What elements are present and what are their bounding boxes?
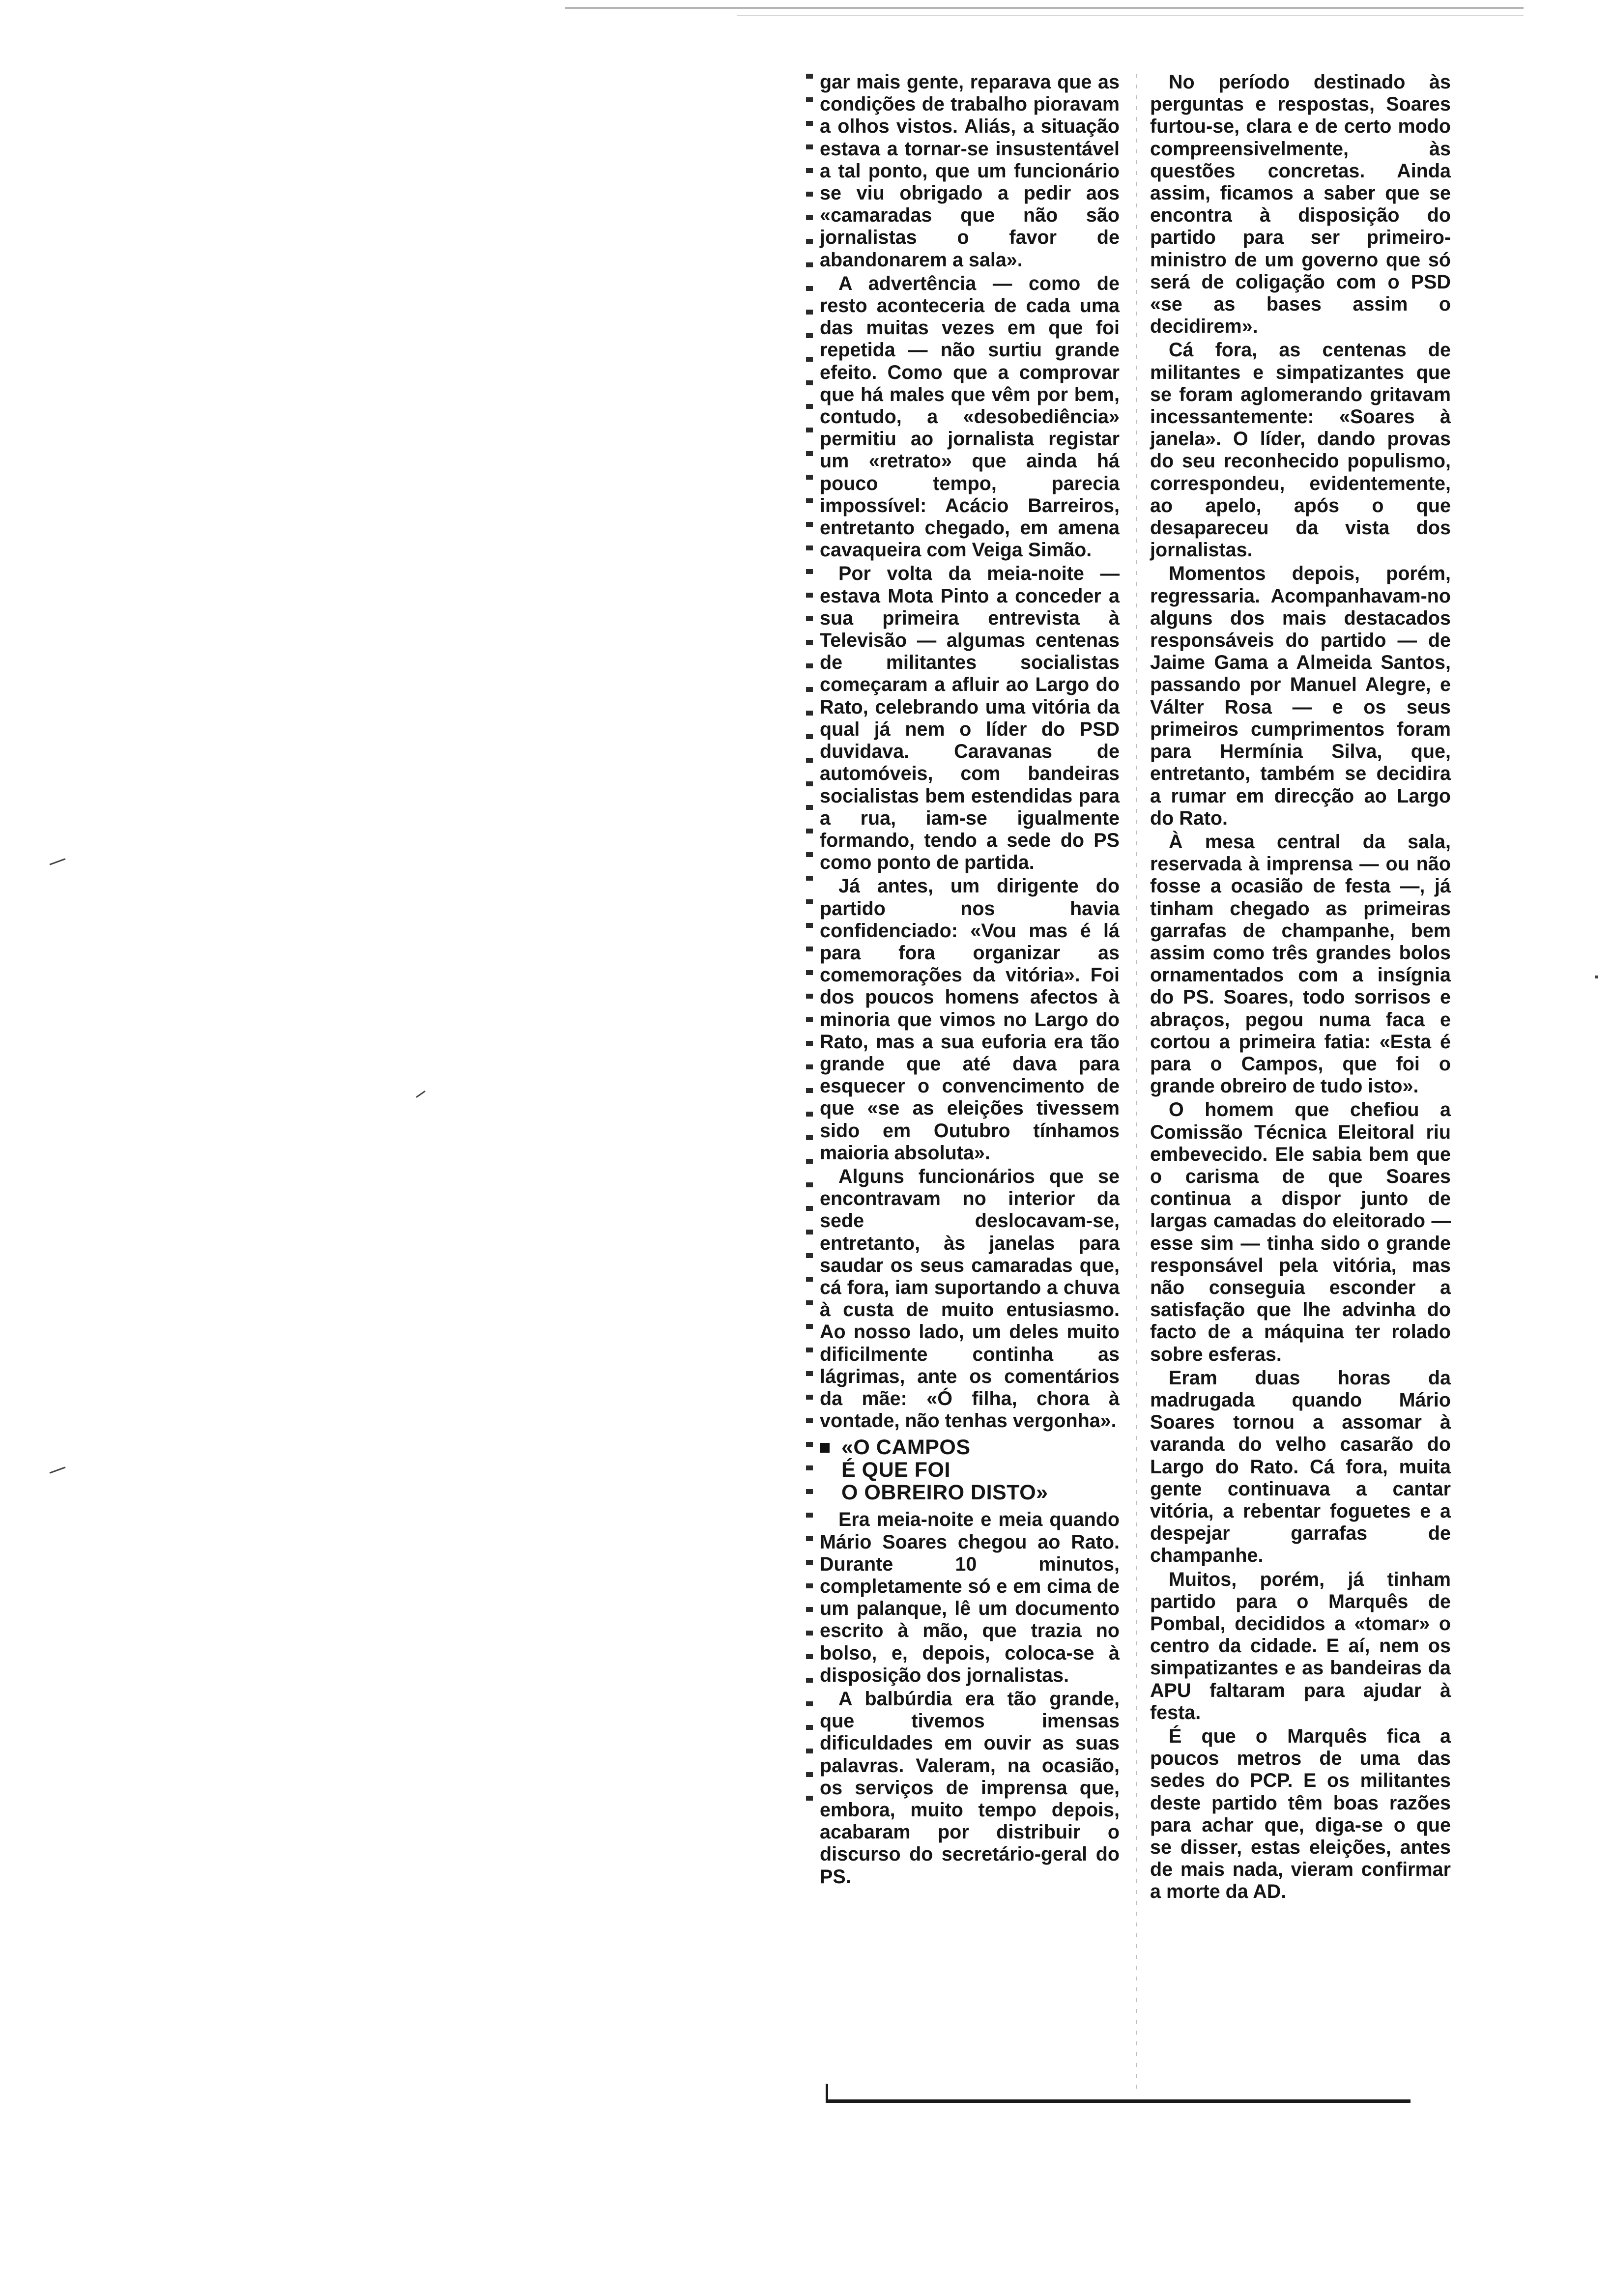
col1-paragraph-6: Era meia-noite e meia quando Mário Soares chegou ao Rato. Durante 10 minutos, completamente só e em cima de um palanque, lê um documento escrito à mão, que trazia no bolso, e, depois, coloca-se à disposição dos jornalistas. — [820, 1509, 1120, 1686]
col2-paragraph-8: É que o Marquês fica a poucos metros de uma das sedes do PCP. E os militantes deste partido têm boas razões para achar que, diga-se o que se disser, estas eleições, antes de mais nada, vieram confirmar a morte da AD. — [1150, 1725, 1451, 1903]
col2-paragraph-3: Momentos depois, porém, regressaria. Acompanhavam-no alguns dos mais destacados responsáveis do partido — de Jaime Gama a Almeida Santos, passando por Manuel Alegre, e Válter Rosa — e os seus primeiros cumprimentos foram para Hermínia Silva, que, entretanto, também se decidira a rumar em direcção ao Largo do Rato. — [1150, 563, 1451, 829]
article-column-1 — [820, 71, 1120, 1890]
scan-speck — [1595, 976, 1598, 978]
scan-speck — [50, 858, 66, 865]
col1-paragraph-2: A advertência — como de resto aconteceria de cada uma das muitas vezes em que foi repetida — não surtiu grande efeito. Como que a comprovar que há males que vêm por bem, contudo, a «desobediência» permitiu ao jornalista registar um «retrato» que ainda há pouco tempo, parecia impossível: Acácio Barreiros, entretanto chegado, em amena cavaqueira com Veiga Simão. — [820, 272, 1120, 561]
subhead-bullet-icon — [820, 1443, 830, 1453]
section-subhead — [820, 1436, 1120, 1504]
col1-paragraph-7: A balbúrdia era tão grande, que tivemos imensas dificuldades em ouvir as suas palavras. Valeram, na ocasião, os serviços de imprensa que, embora, muito tempo depois, acabaram por distribuir o discurso do secretário-geral do PS. — [820, 1688, 1120, 1888]
bottom-rule-tick — [826, 2084, 828, 2101]
col2-paragraph-5: O homem que chefiou a Comissão Técnica Eleitoral riu embevecido. Ele sabia bem que o carisma de que Soares continua a dispor junto de largas camadas do eleitorado — esse sim — tinha sido o grande responsável pela vitória, mas não conseguia esconder a satisfação que lhe advinha do facto de a máquina ter rolado sobre esferas. — [1150, 1099, 1451, 1365]
col2-paragraph-4: À mesa central da sala, reservada à imprensa — ou não fosse a ocasião de festa —, já tinham chegado as primeiras garrafas de champanhe, bem assim como três grandes bolos ornamentados com a insígnia do PS. Soares, todo sorrisos e abraços, pegou numa faca e cortou a primeira fatia: «Esta é para o Campos, que foi o grande obreiro de tudo isto». — [1150, 831, 1451, 1097]
subhead-line-2: É QUE FOI — [841, 1458, 950, 1482]
col1-paragraph-4: Já antes, um dirigente do partido nos havia confidenciado: «Vou mas é lá para fora organizar as comemorações da vitória». Foi dos poucos homens afectos à minoria que vimos no Largo do Rato, mas a sua euforia era tão grande que até dava para esquecer o convencimento de que «se as eleições tivessem sido em Outubro tínhamos maioria absoluta». — [820, 875, 1120, 1164]
col2-paragraph-1: No período destinado às perguntas e respostas, Soares furtou-se, clara e de certo modo compreensivelmente, às questões concretas. Ainda assim, ficamos a saber que se encontra à disposição do partido para ser primeiro-ministro de um governo que só será de coligação com o PSD «se as bases assim o decidirem». — [1150, 71, 1451, 338]
scan-speck — [416, 1091, 426, 1098]
article-column-2 — [1150, 71, 1451, 1905]
subhead-line-1: «O CAMPOS — [841, 1435, 971, 1460]
col2-paragraph-7: Muitos, porém, já tinham partido para o Marquês de Pombal, decididos a «tomar» o centro da cidade. E aí, nem os simpatizantes e as bandeiras da APU faltaram para ajudar à festa. — [1150, 1568, 1451, 1723]
col1-paragraph-5: Alguns funcionários que se encontravam no interior da sede deslocavam-se, entretanto, às janelas para saudar os seus camaradas que, cá fora, iam suportando a chuva à custa de muito entusiasmo. Ao nosso lado, um deles muito dificilmente continha as lágrimas, ante os comentários da mãe: «Ó filha, chora à vontade, não tenhas vergonha». — [820, 1165, 1120, 1432]
col1-paragraph-3: Por volta da meia-noite — estava Mota Pinto a conceder a sua primeira entrevista à Televisão — algumas centenas de militantes socialistas começaram a afluir ao Largo do Rato, celebrando uma vitória da qual já nem o líder do PSD duvidava. Caravanas de automóveis, com bandeiras socialistas bem estendidas para a rua, iam-se igualmente formando, tendo a sede do PS como ponto de partida. — [820, 563, 1120, 874]
bottom-rule — [826, 2099, 1410, 2103]
top-rule-faint — [737, 15, 1524, 16]
scan-speck — [50, 1466, 66, 1473]
col1-paragraph-1: gar mais gente, reparava que as condições de trabalho pioravam a olhos vistos. Aliás, a situação estava a tornar-se insustentável a tal ponto, que um funcionário se viu obrigado a pedir aos «camaradas que não são jornalistas o favor de abandonarem a sala». — [820, 71, 1120, 271]
col2-paragraph-6: Eram duas horas da madrugada quando Mário Soares tornou a assomar à varanda do velho casarão do Largo do Rato. Cá fora, muita gente continuava a cantar vitória, a rebentar foguetes e a despejar garrafas de champanhe. — [1150, 1367, 1451, 1567]
column-divider — [1136, 74, 1137, 2089]
column-edge-marks — [806, 74, 813, 1818]
col2-paragraph-2: Cá fora, as centenas de militantes e simpatizantes que se foram aglomerando gritavam incessantemente: «Soares à janela». O líder, dando provas do seu reconhecido populismo, correspondeu, evidentemente, ao apelo, após o que desapareceu da vista dos jornalistas. — [1150, 339, 1451, 561]
subhead-line-3: O OBREIRO DISTO» — [841, 1481, 1048, 1505]
top-rule — [565, 7, 1524, 9]
